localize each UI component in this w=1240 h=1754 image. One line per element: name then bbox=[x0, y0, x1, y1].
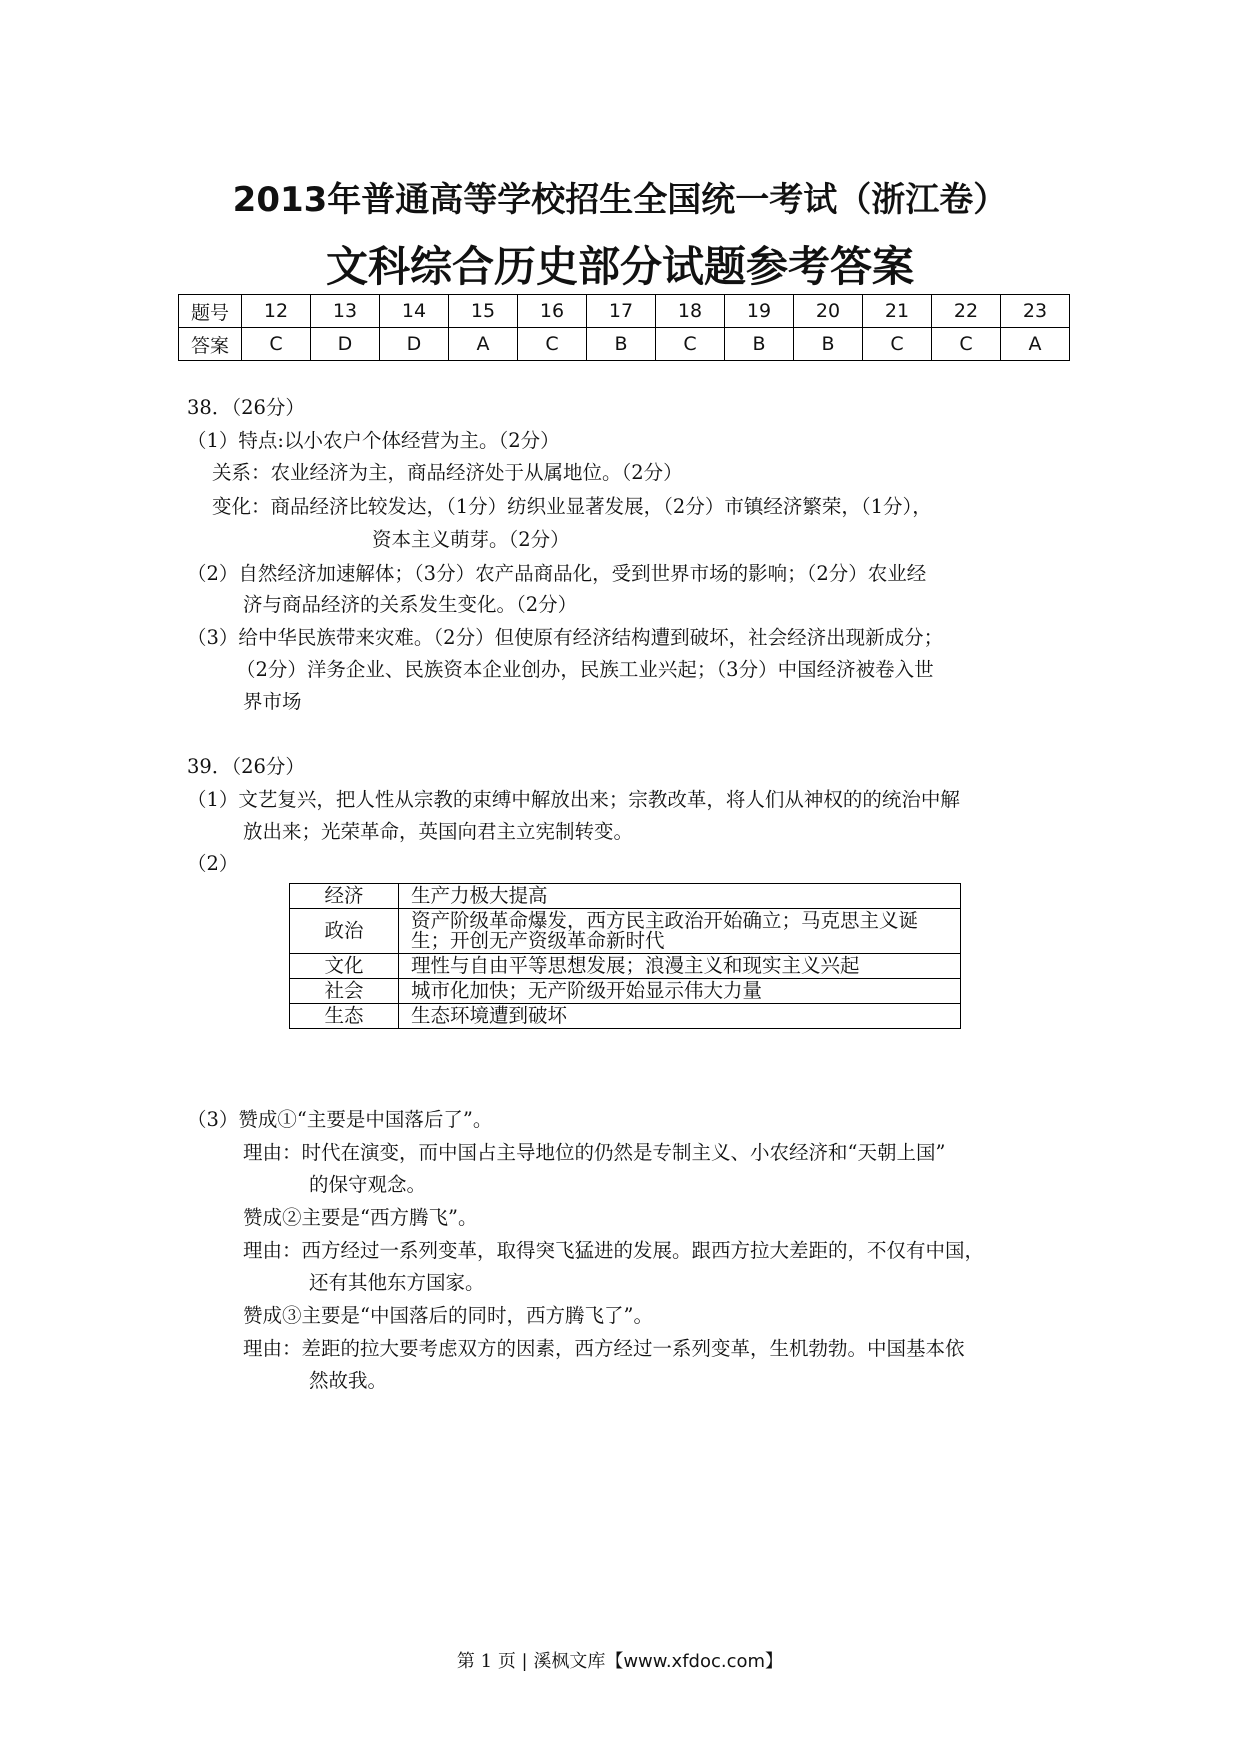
question-number: 19 bbox=[725, 295, 794, 328]
q38-line: （2）自然经济加速解体；（3分）农产品商品化，受到世界市场的影响；（2分）农业经 bbox=[187, 562, 927, 585]
q39-part3-line: 理由：西方经过一系列变革，取得突飞猛进的发展。跟西方拉大差距的，不仅有中国， bbox=[243, 1239, 985, 1262]
q38-line: 关系：农业经济为主，商品经济处于从属地位。（2分） bbox=[212, 461, 683, 484]
question-number: 20 bbox=[794, 295, 863, 328]
question-number: 18 bbox=[656, 295, 725, 328]
table-key: 社会 bbox=[290, 979, 399, 1004]
q39-part3-line: 然故我。 bbox=[309, 1369, 388, 1392]
q39-part2-label: （2） bbox=[187, 852, 239, 875]
q39-part3-line: 赞成③主要是“中国落后的同时，西方腾飞了”。 bbox=[243, 1304, 653, 1327]
answer-cell: A bbox=[449, 328, 518, 361]
table-key: 文化 bbox=[290, 954, 399, 979]
question-number: 13 bbox=[311, 295, 380, 328]
answer-table-answer-row bbox=[179, 328, 1070, 361]
table-row bbox=[290, 1004, 961, 1029]
answer-cell: C bbox=[242, 328, 311, 361]
answer-cell: B bbox=[587, 328, 656, 361]
title-line-1: 2013年普通高等学校招生全国统一考试（浙江卷） bbox=[232, 180, 1008, 220]
title-line-2: 文科综合历史部分试题参考答案 bbox=[325, 242, 914, 291]
table-value: 理性与自由平等思想发展；浪漫主义和现实主义兴起 bbox=[399, 954, 961, 979]
q38-line: （3）给中华民族带来灾难。（2分）但使原有经济结构遭到破坏，社会经济出现新成分； bbox=[187, 626, 944, 649]
question-number: 14 bbox=[380, 295, 449, 328]
question-number: 12 bbox=[242, 295, 311, 328]
answer-cell: B bbox=[725, 328, 794, 361]
q39-part1-line: 放出来；光荣革命，英国向君主立宪制转变。 bbox=[243, 820, 634, 843]
q38-line: 变化：商品经济比较发达，（1分）纺织业显著发展，（2分）市镇经济繁荣，（1分）， bbox=[212, 495, 932, 518]
answer-cell: C bbox=[518, 328, 587, 361]
answer-cell: A bbox=[1001, 328, 1070, 361]
table-value: 生态环境遭到破坏 bbox=[399, 1004, 961, 1029]
table-row bbox=[290, 979, 961, 1004]
q39-part3-line: 的保守观念。 bbox=[309, 1173, 427, 1196]
q38-line: 资本主义萌芽。（2分） bbox=[372, 528, 570, 551]
table-row bbox=[290, 884, 961, 909]
table-value: 资产阶级革命爆发，西方民主政治开始确立；马克思主义诞生；开创无产资级革命新时代 bbox=[399, 909, 961, 954]
answer-cell: C bbox=[656, 328, 725, 361]
table-row bbox=[290, 909, 961, 954]
q39-part3-line: 还有其他东方国家。 bbox=[309, 1271, 485, 1294]
q39-part3-line: （3）赞成①“主要是中国落后了”。 bbox=[187, 1108, 493, 1131]
question-number: 21 bbox=[863, 295, 932, 328]
q39-heading: 39．（26分） bbox=[187, 755, 305, 778]
table-key: 政治 bbox=[290, 909, 399, 954]
question-number: 17 bbox=[587, 295, 656, 328]
table-value: 生产力极大提高 bbox=[399, 884, 961, 909]
table-row bbox=[290, 954, 961, 979]
answer-table-number-row bbox=[179, 295, 1070, 328]
question-number: 15 bbox=[449, 295, 518, 328]
q38-heading: 38．（26分） bbox=[187, 396, 305, 419]
footer-site-link: 【www.xfdoc.com】 bbox=[605, 1651, 784, 1672]
q39-part3-line: 理由：时代在演变，而中国占主导地位的仍然是专制主义、小农经济和“天朝上国” bbox=[243, 1141, 946, 1164]
q38-line: （1）特点:以小农户个体经营为主。（2分） bbox=[187, 429, 560, 452]
q38-line: 界市场 bbox=[243, 690, 302, 713]
q38-line: 济与商品经济的关系发生变化。（2分） bbox=[243, 593, 578, 616]
question-number: 23 bbox=[1001, 295, 1070, 328]
q38-line: （2分）洋务企业、民族资本企业创办，民族工业兴起；（3分）中国经济被卷入世 bbox=[236, 658, 934, 681]
answer-cell: C bbox=[932, 328, 1001, 361]
question-number: 16 bbox=[518, 295, 587, 328]
question-number: 22 bbox=[932, 295, 1001, 328]
answer-cell: D bbox=[311, 328, 380, 361]
answer-cell: D bbox=[380, 328, 449, 361]
page-footer bbox=[0, 1647, 1240, 1673]
q39-part3-line: 理由：差距的拉大要考虑双方的因素，西方经过一系列变革，生机勃勃。中国基本依 bbox=[243, 1337, 965, 1360]
q39-part1-line: （1）文艺复兴，把人性从宗教的束缚中解放出来；宗教改革，将人们从神权的的统治中解 bbox=[187, 788, 960, 811]
row-label-number: 题号 bbox=[179, 295, 242, 328]
answer-table bbox=[178, 294, 1070, 361]
q39-summary-table bbox=[289, 883, 961, 1029]
footer-page-label: 第 1 页 | 溪枫文库 bbox=[456, 1651, 606, 1672]
answer-cell: B bbox=[794, 328, 863, 361]
table-value: 城市化加快；无产阶级开始显示伟大力量 bbox=[399, 979, 961, 1004]
row-label-answer: 答案 bbox=[179, 328, 242, 361]
answer-cell: C bbox=[863, 328, 932, 361]
table-key: 经济 bbox=[290, 884, 399, 909]
table-key: 生态 bbox=[290, 1004, 399, 1029]
q39-part3-line: 赞成②主要是“西方腾飞”。 bbox=[243, 1206, 478, 1229]
